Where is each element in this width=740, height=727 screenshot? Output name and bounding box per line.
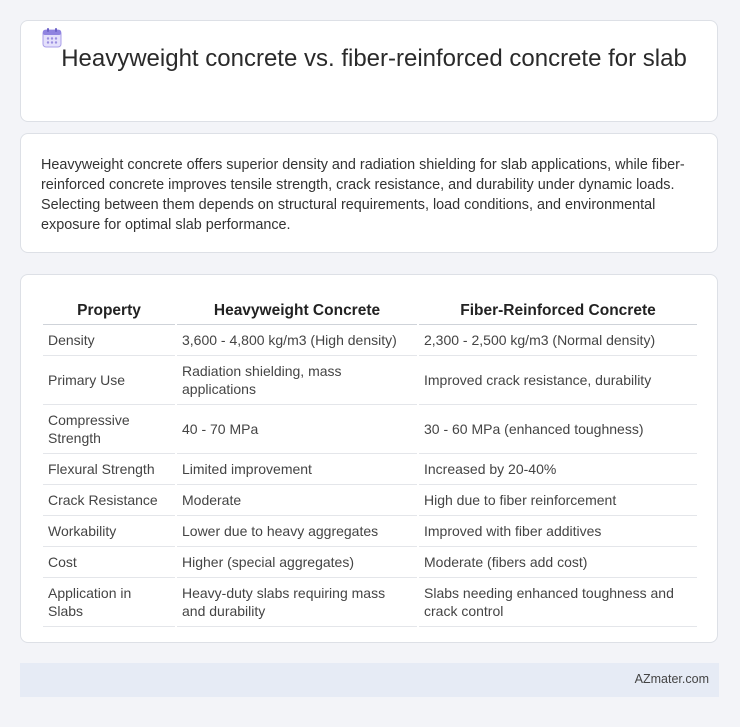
cell-fiber-reinforced: Increased by 20-40% [419, 454, 697, 485]
cell-heavyweight: 3,600 - 4,800 kg/m3 (High density) [177, 325, 417, 356]
table-row [43, 356, 697, 405]
comparison-card [20, 274, 718, 643]
header-fiber-reinforced: Fiber-Reinforced Concrete [419, 294, 697, 325]
calendar-icon [41, 27, 63, 49]
cell-heavyweight: Limited improvement [177, 454, 417, 485]
cell-heavyweight: Lower due to heavy aggregates [177, 516, 417, 547]
table-row [43, 516, 697, 547]
footer-brand: AZmater.com [634, 672, 709, 686]
cell-heavyweight: Higher (special aggregates) [177, 547, 417, 578]
footer-bar [20, 663, 719, 697]
header-property: Property [43, 294, 175, 325]
summary-text: Heavyweight concrete offers superior density and radiation shielding for slab applications, while fiber-reinforced concrete improves tensile strength, crack resistance, and durability under dynamic loads. Selecting between them depends on structural requirements, load conditions, and environmental exposure for optimal slab performance. [41, 157, 685, 233]
cell-fiber-reinforced: Slabs needing enhanced toughness and crack control [419, 578, 697, 627]
cell-property: Primary Use [43, 356, 175, 405]
cell-property: Compressive Strength [43, 405, 175, 454]
header-heavyweight: Heavyweight Concrete [177, 294, 417, 325]
cell-property: Application in Slabs [43, 578, 175, 627]
title-card [20, 20, 718, 122]
page-title: Heavyweight concrete vs. fiber-reinforced concrete for slab [61, 45, 687, 72]
table-row [43, 578, 697, 627]
table-row [43, 454, 697, 485]
cell-fiber-reinforced: Improved with fiber additives [419, 516, 697, 547]
cell-fiber-reinforced: Moderate (fibers add cost) [419, 547, 697, 578]
cell-heavyweight: Heavy-duty slabs requiring mass and durability [177, 578, 417, 627]
cell-heavyweight: 40 - 70 MPa [177, 405, 417, 454]
cell-property: Cost [43, 547, 175, 578]
cell-fiber-reinforced: High due to fiber reinforcement [419, 485, 697, 516]
cell-fiber-reinforced: Improved crack resistance, durability [419, 356, 697, 405]
cell-property: Crack Resistance [43, 485, 175, 516]
cell-property: Flexural Strength [43, 454, 175, 485]
cell-fiber-reinforced: 2,300 - 2,500 kg/m3 (Normal density) [419, 325, 697, 356]
cell-heavyweight: Moderate [177, 485, 417, 516]
summary-card [20, 133, 718, 253]
cell-property: Workability [43, 516, 175, 547]
table-header-row [43, 294, 697, 325]
table-row [43, 485, 697, 516]
cell-property: Density [43, 325, 175, 356]
table-row [43, 405, 697, 454]
comparison-table [41, 294, 699, 627]
cell-fiber-reinforced: 30 - 60 MPa (enhanced toughness) [419, 405, 697, 454]
table-row [43, 325, 697, 356]
cell-heavyweight: Radiation shielding, mass applications [177, 356, 417, 405]
table-row [43, 547, 697, 578]
